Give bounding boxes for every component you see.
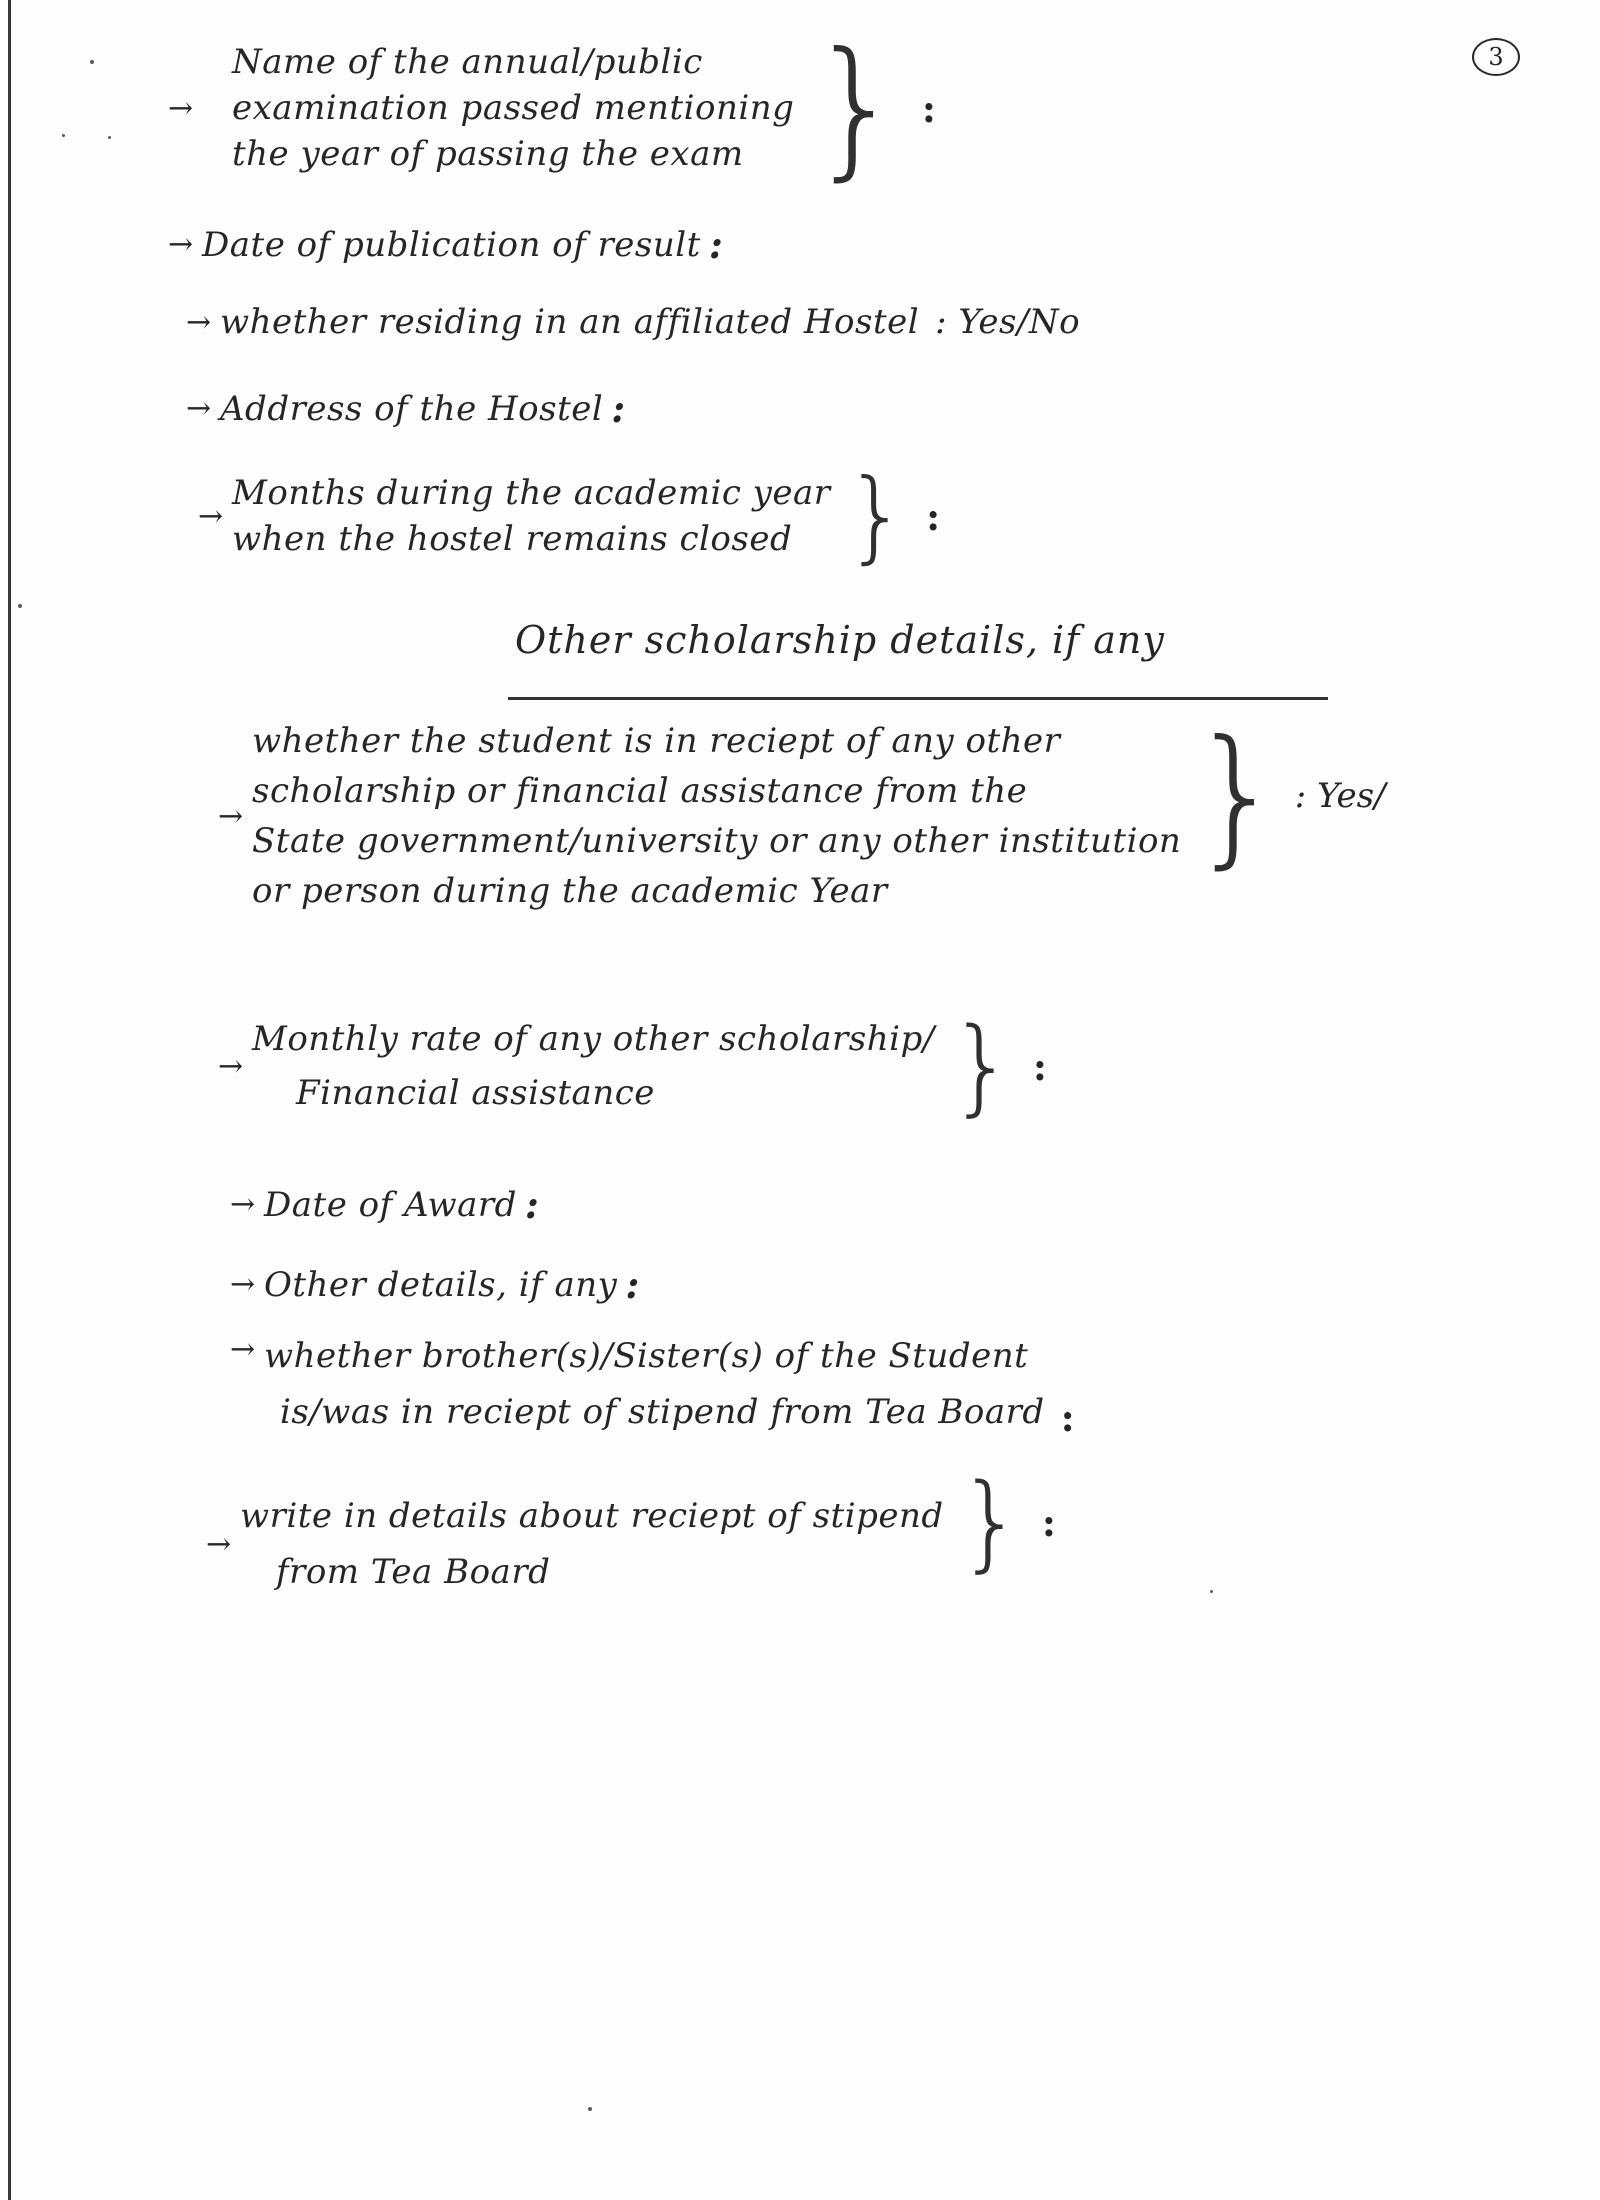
- field-label: Address of the Hostel: [220, 388, 604, 429]
- label-line: Months during the academic year: [232, 473, 831, 513]
- field-sibling-stipend: [230, 1328, 1083, 1440]
- field-residing-hostel: [186, 302, 1080, 342]
- field-hostel-closed-months: [198, 457, 948, 574]
- arrow-icon: →: [186, 391, 212, 426]
- field-monthly-rate: [218, 1005, 1055, 1127]
- label-line: State government/university or any other institution: [252, 821, 1182, 861]
- section-heading: Other scholarship details, if any: [515, 618, 1165, 662]
- right-brace-icon: }: [957, 1461, 1024, 1583]
- label-line: the year of passing the exam: [232, 134, 744, 174]
- field-suffix: :: [921, 85, 936, 131]
- field-label: Date of publication of result: [202, 224, 701, 265]
- arrow-icon: →: [168, 227, 194, 262]
- label-line: whether the student is in reciept of any other: [252, 721, 1061, 761]
- field-other-scholarship: [218, 709, 1386, 916]
- field-hostel-address: [186, 386, 634, 431]
- field-label: [264, 1328, 1045, 1440]
- scan-speck: [62, 134, 65, 137]
- label-line: write in details about reciept of stipend: [240, 1496, 944, 1536]
- field-date-of-award: [230, 1182, 547, 1227]
- label-line: when the hostel remains closed: [232, 519, 793, 559]
- field-suffix: :: [1041, 1499, 1056, 1545]
- field-suffix: :: [1060, 1395, 1075, 1440]
- arrow-icon: →: [186, 304, 212, 340]
- field-suffix: : Yes/: [1294, 776, 1386, 816]
- arrow-icon: →: [218, 798, 244, 834]
- arrow-icon: →: [168, 90, 194, 126]
- arrow-icon: →: [230, 1187, 256, 1222]
- field-suffix: :: [708, 222, 724, 267]
- field-label: [252, 716, 1181, 916]
- field-suffix: :: [611, 386, 626, 431]
- field-suffix: :: [1032, 1043, 1047, 1089]
- field-suffix: : Yes/No: [935, 302, 1081, 342]
- scan-speck: [18, 604, 22, 608]
- arrow-icon: →: [230, 1267, 256, 1302]
- field-exam-name: [168, 21, 944, 195]
- field-suffix: :: [524, 1182, 540, 1227]
- label-line: Financial assistance: [296, 1073, 655, 1113]
- scan-speck: [90, 60, 94, 64]
- left-margin-line: [8, 0, 11, 2200]
- arrow-icon: →: [218, 1048, 244, 1084]
- arrow-icon: →: [230, 1332, 256, 1367]
- label-line: or person during the academic Year: [252, 871, 888, 911]
- field-label: [202, 39, 794, 177]
- page-number: 3: [1472, 38, 1520, 76]
- field-label: whether residing in an affiliated Hostel: [220, 302, 920, 342]
- label-line: examination passed mentioning: [232, 88, 795, 128]
- right-brace-icon: }: [948, 1005, 1015, 1127]
- field-label: [252, 1012, 935, 1120]
- field-other-details: [230, 1262, 648, 1307]
- field-suffix: :: [926, 493, 941, 539]
- scan-speck: [108, 136, 111, 139]
- right-brace-icon: }: [844, 457, 909, 574]
- scan-speck: [1210, 1590, 1213, 1593]
- arrow-icon: →: [206, 1526, 232, 1562]
- label-line: scholarship or financial assistance from the: [252, 771, 1028, 811]
- right-brace-icon: }: [1189, 709, 1285, 883]
- field-label: Other details, if any: [264, 1264, 618, 1305]
- label-line: from Tea Board: [276, 1552, 551, 1592]
- label-line: is/was in reciept of stipend from Tea Board: [280, 1392, 1045, 1432]
- heading-underline: [508, 697, 1328, 700]
- scan-speck: [588, 2107, 592, 2111]
- arrow-icon: →: [198, 498, 224, 534]
- field-suffix: :: [625, 1262, 640, 1307]
- field-stipend-details: [206, 1461, 1064, 1600]
- field-date-of-publication: [168, 222, 731, 267]
- field-label: Date of Award: [264, 1184, 517, 1225]
- label-line: Name of the annual/public: [232, 42, 703, 82]
- right-brace-icon: }: [808, 21, 904, 195]
- label-line: whether brother(s)/Sister(s) of the Student: [264, 1336, 1029, 1376]
- field-label: [240, 1488, 944, 1600]
- field-label: [232, 470, 831, 562]
- label-line: Monthly rate of any other scholarship/: [252, 1019, 935, 1059]
